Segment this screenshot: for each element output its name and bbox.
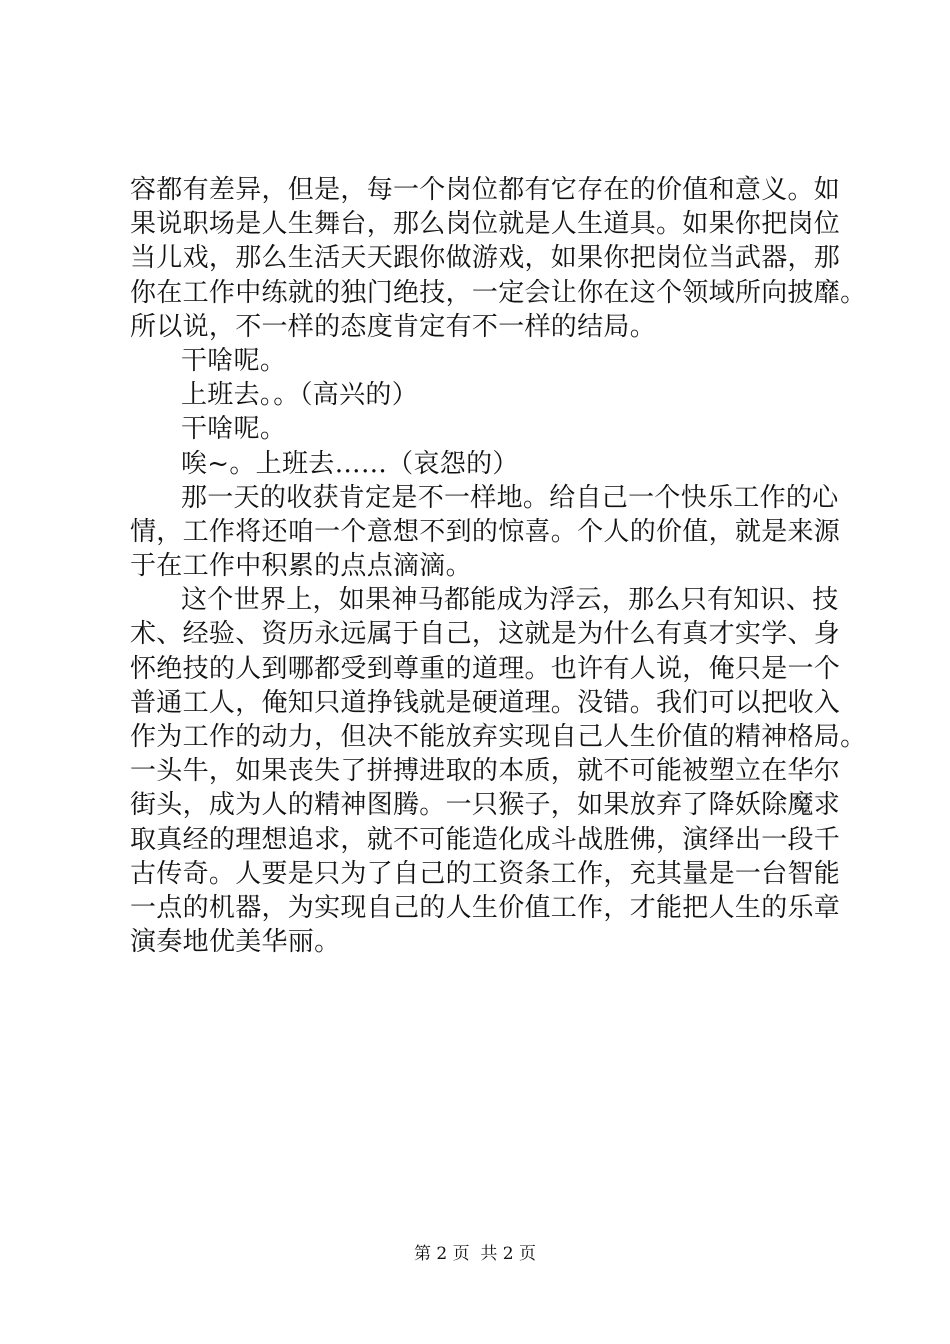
text-line: 干啥呢。 [181,414,287,445]
text-line: 你在工作中练就的独门绝技，一定会让你在这个领域所向披靡。 [130,277,867,308]
text-line: 古传奇。人要是只为了自己的工资条工作，充其量是一台智能 [130,858,841,889]
text-line: 干啥呢。 [181,345,287,376]
text-line: 取真经的理想追求，就不可能造化成斗战胜佛，演绎出一段千 [130,824,841,855]
text-line: 术、经验、资历永远属于自己，这就是为什么有真才实学、身 [130,619,841,650]
text-line: 那一天的收获肯定是不一样地。给自己一个快乐工作的心 [181,482,839,513]
text-line: 普通工人，俺知只道挣钱就是硬道理。没错。我们可以把收入 [130,687,841,718]
text-line: 唉~。上班去……（哀怨的） [181,448,519,479]
text-line: 这个世界上，如果神马都能成为浮云，那么只有知识、技 [181,585,839,616]
text-line: 情，工作将还咱一个意想不到的惊喜。个人的价值，就是来源 [130,516,841,547]
page-footer: 第 2 页 共 2 页 [413,1244,537,1264]
text-line: 果说职场是人生舞台，那么岗位就是人生道具。如果你把岗位 [130,209,841,240]
text-line: 一点的机器，为实现自己的人生价值工作，才能把人生的乐章 [130,892,841,923]
text-line: 容都有差异，但是，每一个岗位都有它存在的价值和意义。如 [130,175,841,205]
text-line: 一头牛，如果丧失了拼搏进取的本质，就不可能被塑立在华尔 [130,756,841,787]
text-line: 怀绝技的人到哪都受到尊重的道理。也许有人说，俺只是一个 [130,653,841,684]
text-line: 于在工作中积累的点点滴滴。 [130,551,472,582]
text-line: 当儿戏，那么生活天天跟你做游戏，如果你把岗位当武器，那 [130,243,841,274]
text-line: 街头，成为人的精神图腾。一只猴子，如果放弃了降妖除魔求 [130,790,841,821]
text-line: 作为工作的动力，但决不能放弃实现自己人生价值的精神格局。 [130,722,867,752]
text-line: 上班去。。（高兴的） [181,380,419,411]
body-text [130,173,867,959]
text-line: 演奏地优美华丽。 [130,927,341,958]
text-line: 所以说，不一样的态度肯定有不一样的结局。 [130,311,657,342]
